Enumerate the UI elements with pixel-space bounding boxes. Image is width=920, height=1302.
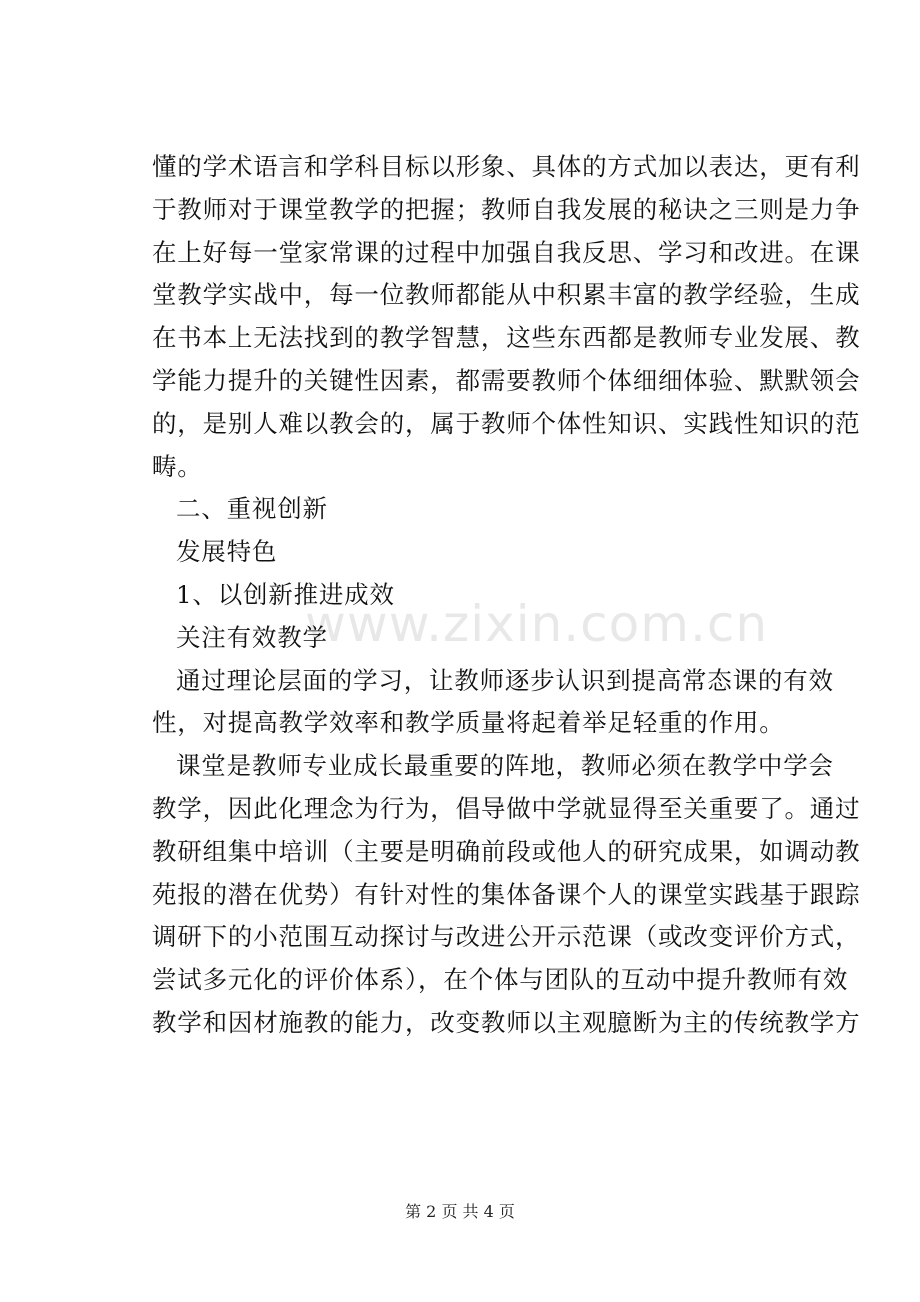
watermark: www.zixin.com.cn [305,595,769,653]
subsection-heading: 1、以创新推进成效 [176,579,395,609]
text-line: 性，对提高教学效率和教学质量将起着举足轻重的作用。 [152,708,785,738]
text-line: 调研下的小范围互动探讨与改进公开示范课（或改变评价方式， [152,922,861,952]
text-line: 于教师对于课堂教学的把握；教师自我发展的秘诀之三则是力争 [152,194,861,224]
page-footer: 第 2 页 共 4 页 [405,1202,515,1221]
text-line: 在书本上无法找到的教学智慧，这些东西都是教师专业发展、教 [152,323,861,353]
text-line: 懂的学术语言和学科目标以形象、具体的方式加以表达，更有利 [152,152,861,181]
text-line: 畴。 [152,451,203,481]
subsection-heading: 关注有效教学 [176,622,328,652]
paragraph-start: 课堂是教师专业成长最重要的阵地，教师必须在教学中学会 [176,751,834,781]
text-line: 的，是别人难以教会的，属于教师个体性知识、实践性知识的范 [152,408,861,438]
text-line: 尝试多元化的评价体系），在个体与团队的互动中提升教师有效 [152,965,849,995]
text-line: 教研组集中培训（主要是明确前段或他人的研究成果，如调动教 [152,836,861,866]
text-line: 堂教学实战中，每一位教师都能从中积累丰富的教学经验，生成 [152,280,861,310]
text-line: 学能力提升的关键性因素，都需要教师个体细细体验、默默领会 [152,365,861,395]
paragraph-start: 通过理论层面的学习，让教师逐步认识到提高常态课的有效 [176,665,834,695]
section-heading: 发展特色 [176,537,278,567]
section-heading: 二、重视创新 [176,494,328,524]
text-line: 教学和因材施教的能力，改变教师以主观臆断为主的传统教学方 [152,1007,861,1037]
text-line: 在上好每一堂家常课的过程中加强自我反思、学习和改进。在课 [152,237,861,267]
text-line: 苑报的潜在优势）有针对性的集体备课个人的课堂实践基于跟踪 [152,879,861,909]
text-line: 教学，因此化理念为行为，倡导做中学就显得至关重要了。通过 [152,793,861,823]
